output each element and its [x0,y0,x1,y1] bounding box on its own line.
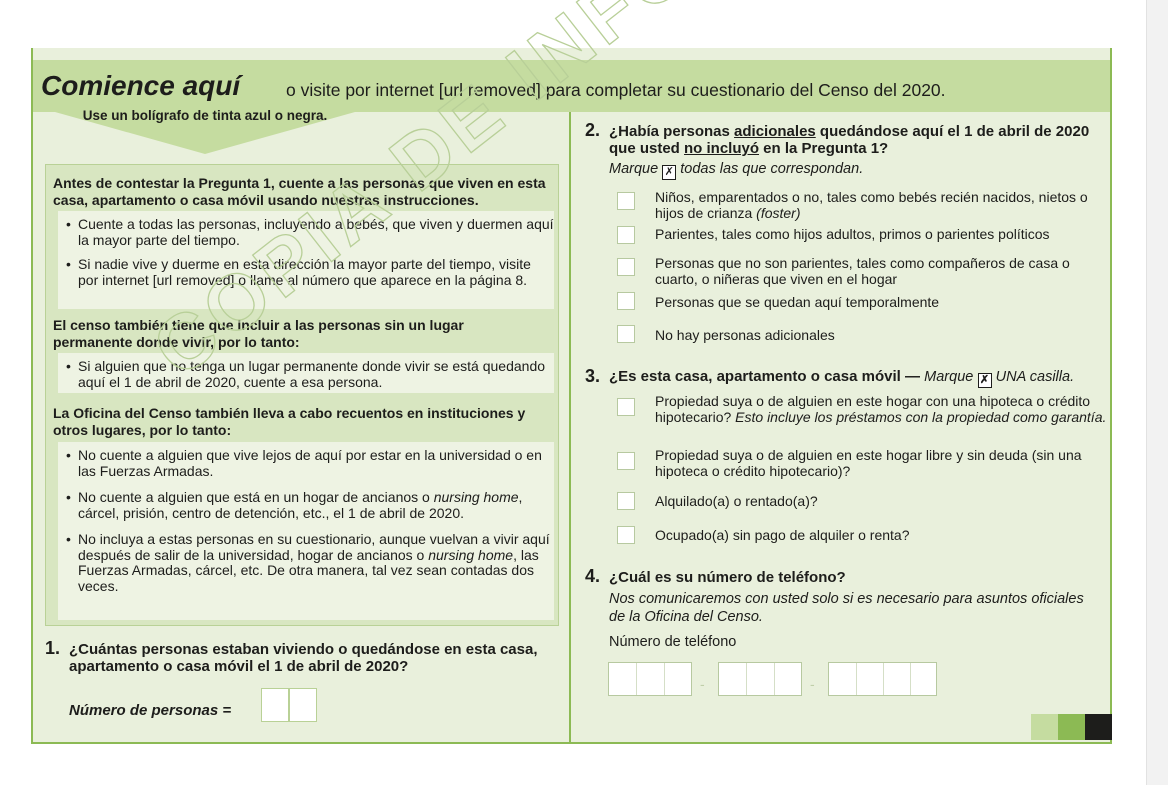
question-1-text: ¿Cuántas personas estaban viviendo o quedándose en esta casa, apartamento o casa móvil el 1 de abril de 2020? [69,641,538,675]
checkbox[interactable] [617,325,635,343]
phone-area-code[interactable] [608,662,692,696]
header-subtitle: o visite por internet [url removed] para completar su cuestionario del Censo del 2020. [286,80,946,100]
question-2 [585,120,1110,350]
bullet-list-3 [58,442,554,620]
form-header [33,60,1110,112]
column-divider [569,112,571,742]
registration-mark-light [1031,714,1058,740]
registration-mark-mid [1058,714,1085,740]
phone-number-label: Número de teléfono [609,634,737,650]
phone-dash: - [810,676,815,692]
checkbox[interactable] [617,292,635,310]
bullet-list-2 [58,353,554,393]
option-label: Ocupado(a) sin pago de alquiler o renta? [655,527,910,543]
list-item: • No cuente a alguien que está en un hogar de ancianos o nursing home, cárcel, prisión, centro de detención, etc., el 1 de abril de 2020. [58,490,554,521]
question-3 [585,366,1110,556]
watermark-text: COPIA DE [136,64,524,394]
question-3-text: ¿Es esta casa, apartamento o casa móvil — Marque ✗ UNA casilla. [609,368,1075,386]
question-2-body [609,120,1109,180]
census-form [31,48,1112,744]
checkbox[interactable] [617,258,635,276]
list-item: • Si alguien que no tenga un lugar permanente donde vivir se está quedando aquí el 1 de abril de 2020, cuente a esa persona. [58,359,554,390]
option-label: No hay personas adicionales [655,327,835,343]
option-label: Niños, emparentados o no, tales como bebés recién nacidos, nietos o hijos de crianza (foster) [655,189,1088,221]
question-number: 3. [585,366,601,386]
instructions-box [45,164,559,626]
question-4-body [609,566,1109,626]
instructions-intro: Antes de contestar la Pregunta 1, cuente a las personas que viven en esta casa, apartamento o casa móvil usando nuestras instrucciones. [53,175,546,208]
instructions-homeless: El censo también tiene que incluir a las personas sin un lugar permanente donde vivir, por lo tanto: [53,317,464,350]
option-label: Personas que no son parientes, tales como compañeros de casa o cuarto, o niñeras que viven en el hogar [655,255,1070,287]
option-label: Parientes, tales como hijos adultos, primos o parientes políticos [655,226,1050,242]
phone-prefix[interactable] [718,662,802,696]
question-number: 1. [45,638,61,658]
page-title: Comience aquí [41,70,241,101]
question-4-text: ¿Cuál es su número de teléfono? [609,569,846,586]
pen-instruction-tab [55,106,345,156]
person-count-digit-1[interactable] [261,688,289,722]
x-mark-icon: ✗ [662,165,676,180]
x-mark-icon: ✗ [978,373,992,388]
list-item: • Si nadie vive y duerme en esta dirección la mayor parte del tiempo, visite por internet [url removed] o llame al número que aparece en la página 8. [58,257,554,288]
checkbox[interactable] [617,226,635,244]
registration-mark-dark [1085,714,1112,740]
question-2-text: ¿Había personas adicionales quedándose aquí el 1 de abril de 2020 que usted no incluyó en la Pregunta 1? [609,123,1090,157]
bullet-list-1 [58,211,554,309]
option-label: Alquilado(a) o rentado(a)? [655,493,818,509]
person-count-label: Número de personas = [69,702,232,719]
list-item: • Cuente a todas las personas, incluyendo a bebés, que viven y duermen aquí la mayor parte del tiempo. [58,217,554,248]
instructions-institutions: La Oficina del Censo también lleva a cabo recuentos en instituciones y otros lugares, por lo tanto: [53,405,526,438]
phone-dash: - [700,676,705,692]
phone-line-number[interactable] [828,662,937,696]
question-number: 2. [585,120,601,140]
question-2-instruction: Marque ✗ todas las que correspondan. [609,161,864,178]
pen-instruction: Use un bolígrafo de tinta azul o negra. [82,108,328,123]
list-item: • No cuente a alguien que vive lejos de aquí por estar en la universidad o en las Fuerzas Armadas. [58,448,554,479]
person-count-digit-2[interactable] [289,688,317,722]
checkbox[interactable] [617,192,635,210]
checkbox[interactable] [617,492,635,510]
option-label: Propiedad suya o de alguien en este hogar con una hipoteca o crédito hipotecario? Esto incluye los préstamos con la propiedad como garantía. [655,393,1107,425]
option-label: Personas que se quedan aquí temporalmente [655,294,940,310]
option-label: Propiedad suya o de alguien en este hogar libre y sin deuda (sin una hipoteca o crédito hipotecario)? [655,447,1082,479]
question-4-note: Nos comunicaremos con usted solo si es necesario para asuntos oficiales de la Oficina del Censo. [609,591,1084,625]
list-item: • No incluya a estas personas en su cuestionario, aunque vuelvan a vivir aquí después de salir de la universidad, hogar de ancianos o nursing home, las Fuerzas Armadas, cárcel, etc. De otra manera, tal vez sean contadas dos veces. [58,532,554,594]
checkbox[interactable] [617,452,635,470]
checkbox[interactable] [617,526,635,544]
question-number: 4. [585,566,601,586]
question-3-body [609,366,1109,388]
page-edge [1146,0,1168,785]
question-1 [45,638,545,675]
checkbox[interactable] [617,398,635,416]
